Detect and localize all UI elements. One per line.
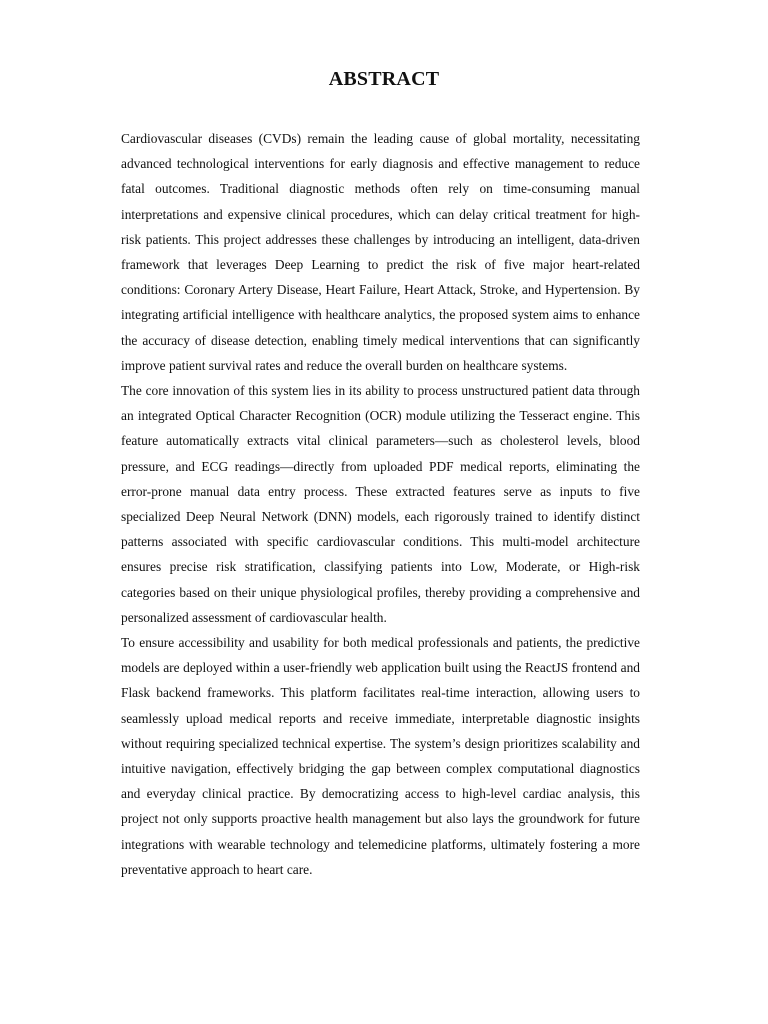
page-title: ABSTRACT: [328, 68, 440, 90]
paragraph-3: To ensure accessibility and usability for both medical professionals and patients, the predictive models are deployed within a user-friendly web application built using the ReactJS frontend and Flask backend frameworks. This platform facilitates real-time interaction, allowing users to seamlessly upload medical reports and receive immediate, interpretable diagnostic insights without requiring specialized technical expertise. The system’s design prioritizes scalability and intuitive navigation, effectively bridging the gap between complex computational diagnostics and everyday clinical practice. By democratizing access to high-level cardiac analysis, this project not only supports proactive health management but also lays the groundwork for future integrations with wearable technology and telemedicine platforms, ultimately fostering a more preventative approach to heart care.: [121, 635, 640, 877]
abstract-body: [121, 126, 640, 882]
paragraph-2: The core innovation of this system lies in its ability to process unstructured patient data through an integrated Optical Character Recognition (OCR) module utilizing the Tesseract engine. This feature automatically extracts vital clinical parameters—such as cholesterol levels, blood pressure, and ECG readings—directly from uploaded PDF medical reports, eliminating the error-prone manual data entry process. These extracted features serve as inputs to five specialized Deep Neural Network (DNN) models, each rigorously trained to identify distinct patterns associated with specific cardiovascular conditions. This multi-model architecture ensures precise risk stratification, classifying patients into Low, Moderate, or High-risk categories based on their unique physiological profiles, thereby providing a comprehensive and personalized assessment of cardiovascular health.: [121, 383, 640, 625]
paragraph-1: Cardiovascular diseases (CVDs) remain the leading cause of global mortality, necessitating advanced technological interventions for early diagnosis and effective management to reduce fatal outcomes. Traditional diagnostic methods often rely on time-consuming manual interpretations and expensive clinical procedures, which can delay critical treatment for high-risk patients. This project addresses these challenges by introducing an intelligent, data-driven framework that leverages Deep Learning to predict the risk of five major heart-related conditions: Coronary Artery Disease, Heart Failure, Heart Attack, Stroke, and Hypertension. By integrating artificial intelligence with healthcare analytics, the proposed system aims to enhance the accuracy of disease detection, enabling timely medical interventions that can significantly improve patient survival rates and reduce the overall burden on healthcare systems.: [121, 131, 640, 373]
